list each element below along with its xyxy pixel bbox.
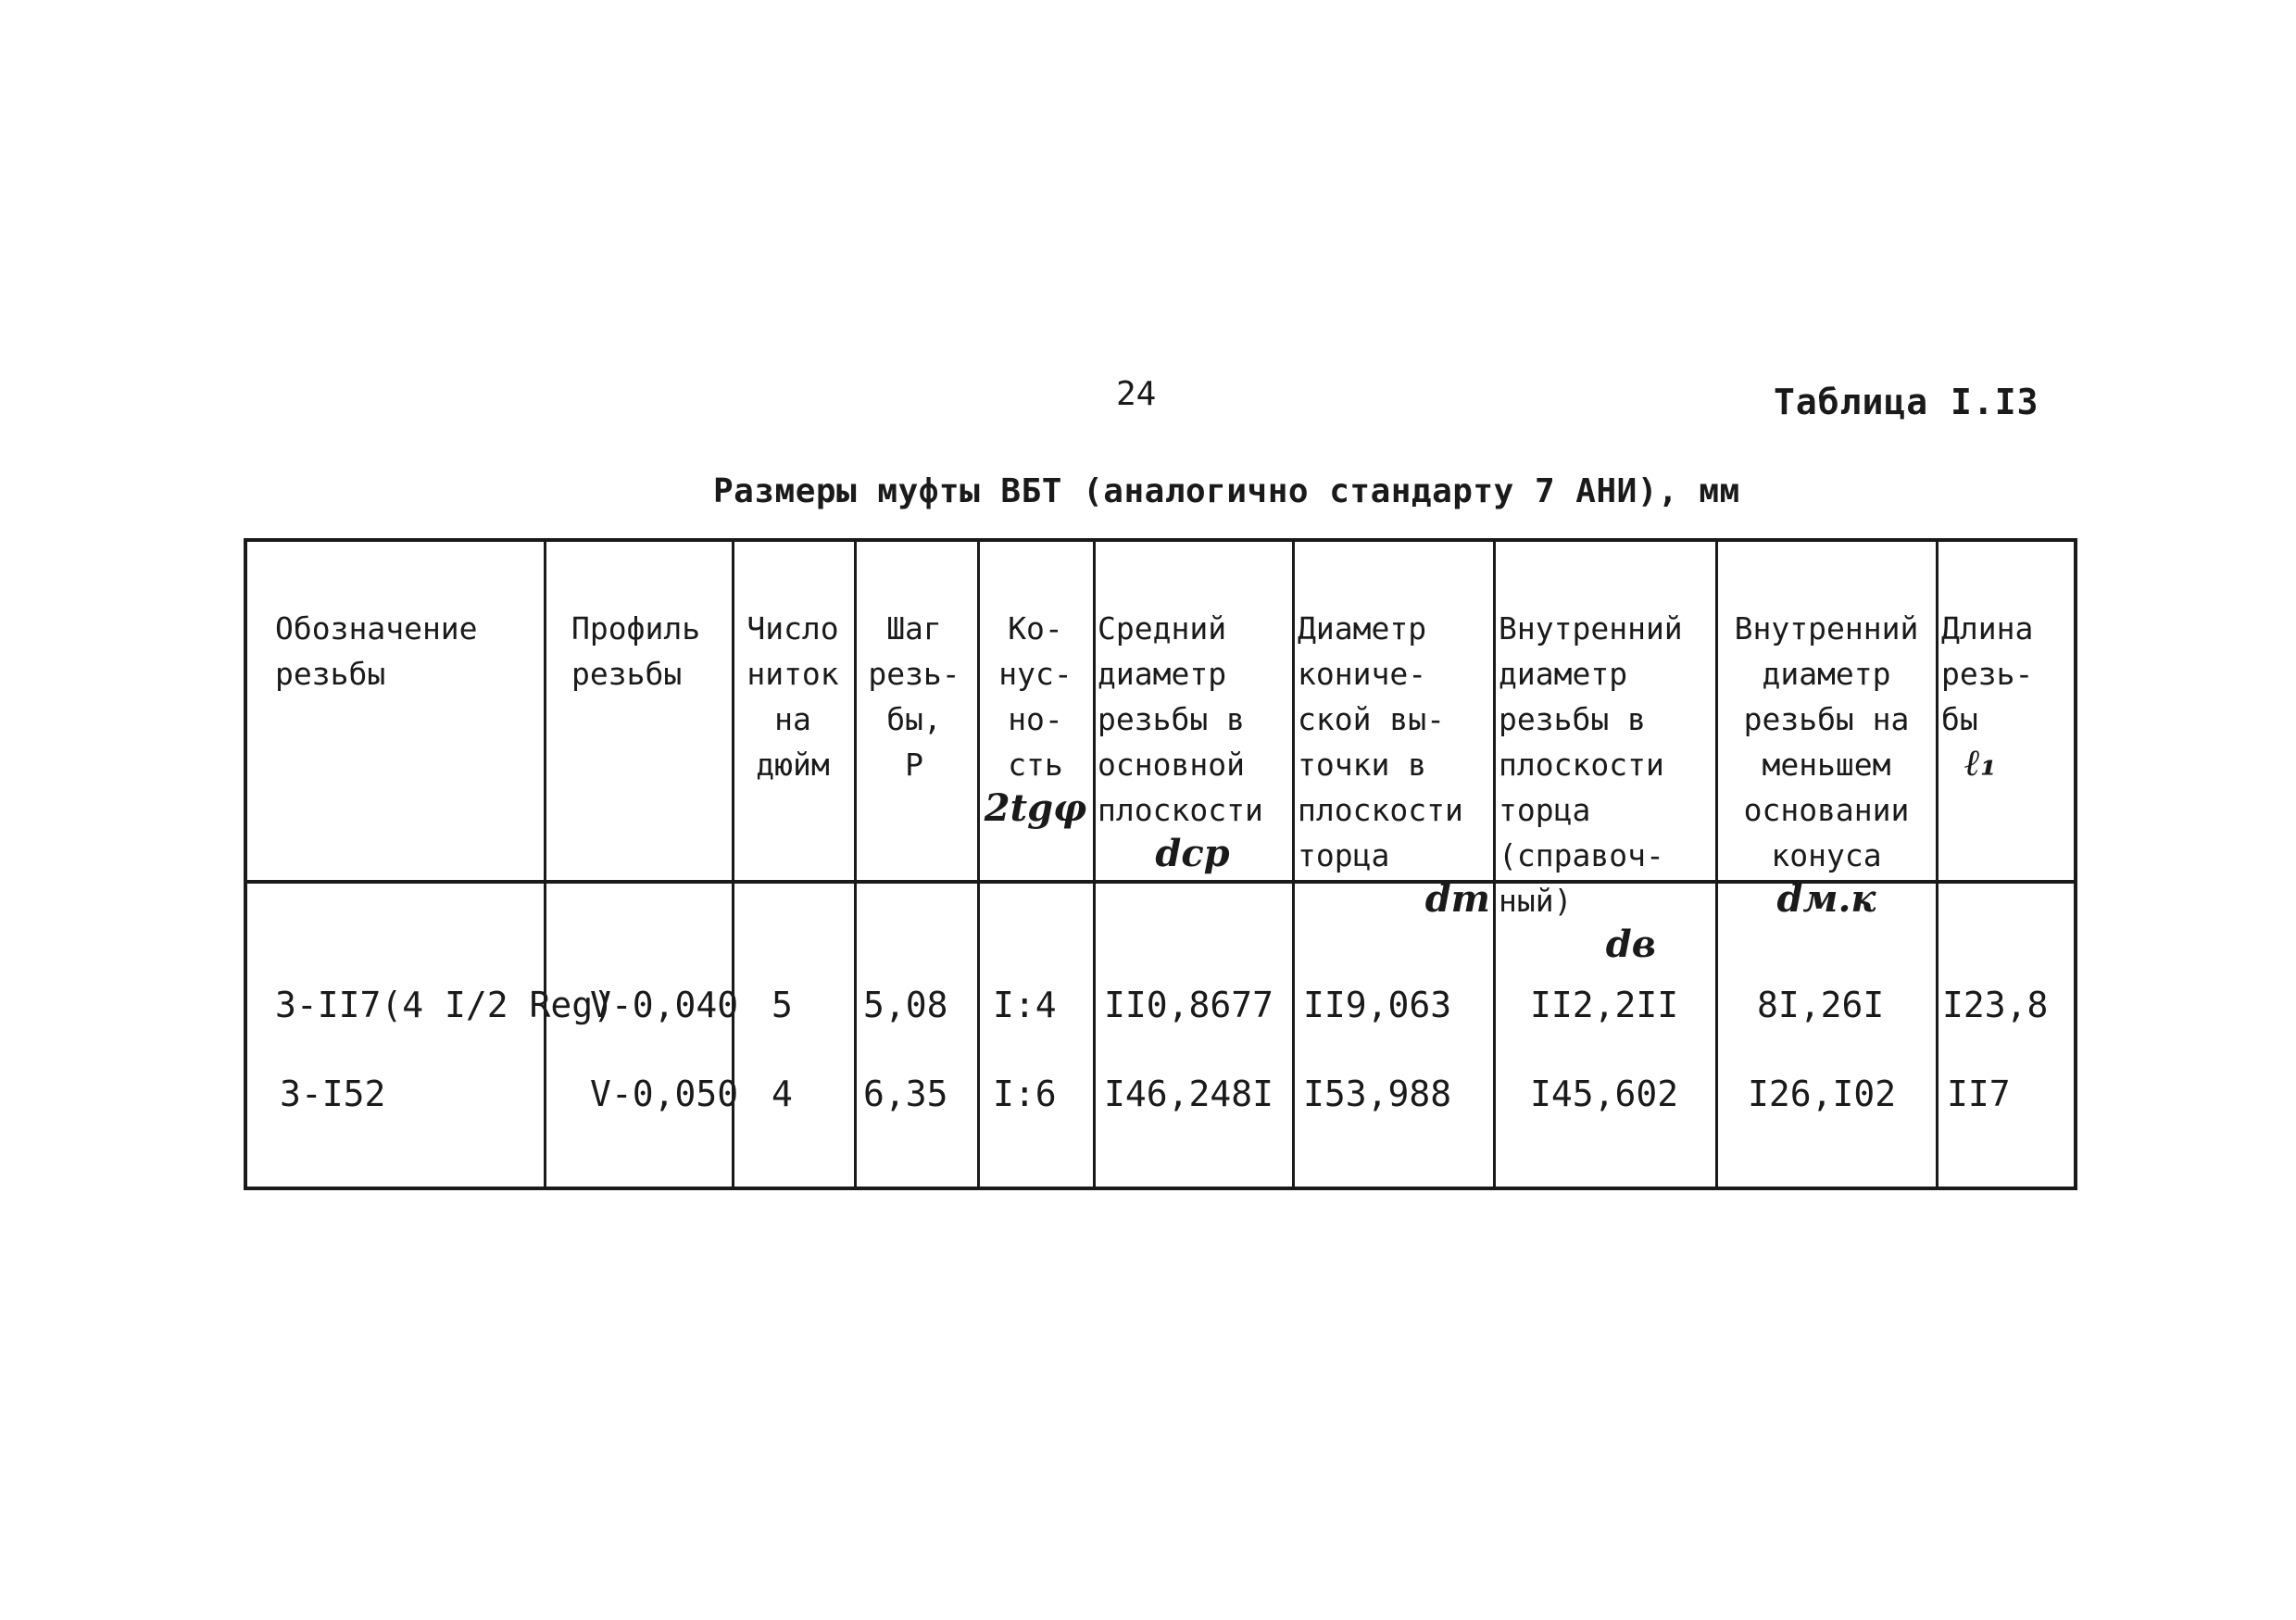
table-cell: II2,2II [1530, 985, 1679, 1025]
pitch-diameter-symbol: dср [1155, 832, 1230, 875]
column-divider [977, 542, 980, 1187]
table-cell: I46,248I [1104, 1074, 1274, 1114]
table-cell: 5,08 [863, 985, 948, 1025]
table-cell: I23,8 [1942, 985, 2049, 1025]
header-thread-length: Длина резь- бы ℓ₁ [1941, 560, 2076, 830]
page-number: 24 [1116, 375, 1157, 413]
thread-length-symbol: ℓ₁ [1964, 741, 1997, 785]
table-cell: 3-II7(4 I/2 Reg) [275, 985, 615, 1025]
taper-symbol: 2tgφ [984, 786, 1087, 830]
table-cell: I45,602 [1530, 1074, 1679, 1114]
header-threads-per-inch: Число ниток на дюйм [747, 610, 839, 783]
table-caption: Размеры муфты ВБТ (аналогично стандарту 7 АНИ), мм [713, 472, 1740, 510]
column-divider [1493, 542, 1496, 1187]
header-face-inner-diameter: Внутренний диаметр резьбы в плоскости торца (справоч- ный) dв [1499, 560, 1712, 1011]
table-cell: I:6 [993, 1074, 1057, 1114]
table-cell: 6,35 [863, 1074, 948, 1114]
column-divider [854, 542, 857, 1187]
table-cell: I53,988 [1303, 1074, 1452, 1114]
header-taper: Ко- нус- но- сть 2tgφ [984, 610, 1087, 830]
column-divider [1292, 542, 1295, 1187]
table-cell: I:4 [993, 985, 1057, 1025]
small-end-inner-diameter-symbol: dм.к [1776, 877, 1876, 921]
thread-dimensions-table [244, 538, 2077, 1190]
header-counterbore-diameter: Диаметр кониче- ской вы- точки в плоскости торца dт [1298, 610, 1490, 921]
table-cell: II9,063 [1303, 985, 1452, 1025]
table-cell: II7 [1947, 1074, 2011, 1114]
table-cell: 5 [772, 985, 793, 1025]
column-divider [1936, 542, 1938, 1187]
header-thread-designation: Обозначение резьбы [275, 610, 478, 692]
table-cell: 3-I52 [280, 1074, 386, 1114]
counterbore-diameter-symbol: dт [1424, 877, 1490, 921]
header-small-end-inner-diameter: Внутренний диаметр резьбы на меньшем основании конуса dм.к [1720, 560, 1933, 966]
table-cell: 8I,26I [1757, 985, 1885, 1025]
column-divider [544, 542, 546, 1187]
table-cell: 4 [772, 1074, 793, 1114]
column-divider [1715, 542, 1718, 1187]
column-divider [1093, 542, 1096, 1187]
header-pitch-diameter: Средний диаметр резьбы в основной плоскости dср [1098, 560, 1287, 921]
table-cell: I26,I02 [1748, 1074, 1897, 1114]
table-cell: V-0,050 [590, 1074, 739, 1114]
table-cell: V-0,040 [590, 985, 739, 1025]
table-label: Таблица I.I3 [1774, 382, 2039, 422]
face-inner-diameter-symbol: dв [1605, 923, 1656, 966]
table-cell: II0,8677 [1104, 985, 1274, 1025]
header-thread-profile: Профиль резьбы [571, 610, 701, 692]
header-thread-pitch: Шаг резь- бы, Р [868, 610, 960, 783]
